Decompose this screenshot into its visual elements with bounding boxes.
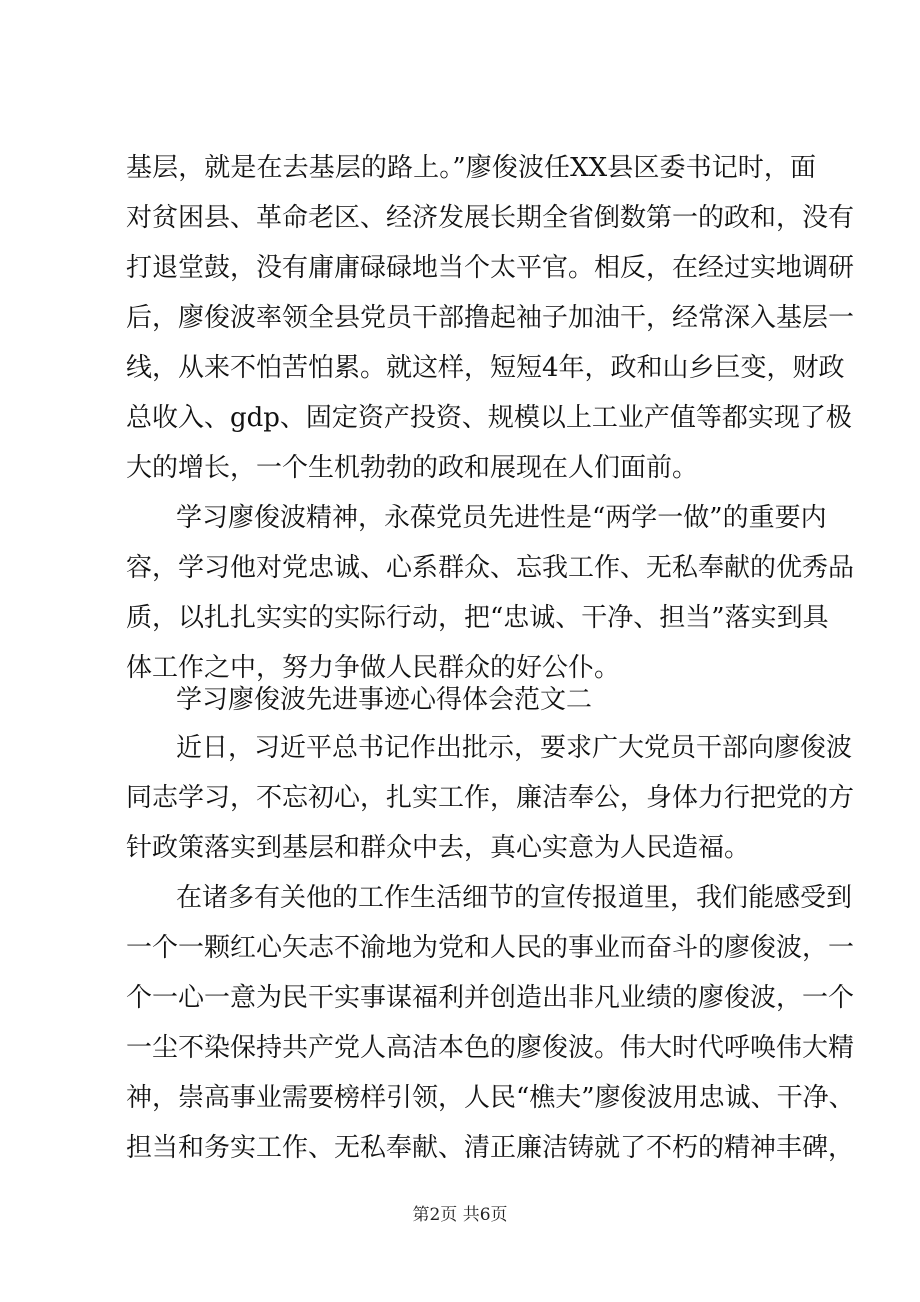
- paragraph-line: 针政策落实到基层和群众中去，真心实意为人民造福。: [126, 833, 751, 863]
- paragraph-line: 打退堂鼓，没有庸庸碌碌地当个太平官。相反，在经过实地调研: [126, 253, 855, 283]
- paragraph-line: 体工作之中，努力争做人民群众的好公仆。: [126, 653, 621, 683]
- paragraph-line: 大的增长，一个生机勃勃的政和展现在人们面前。: [126, 453, 699, 483]
- paragraph-line: 个一心一意为民干实事谋福利并创造出非凡业绩的廖俊波，一个: [126, 983, 855, 1013]
- paragraph-line: 担当和务实工作、无私奉献、清正廉洁铸就了不朽的精神丰碑，: [126, 1133, 855, 1163]
- section-heading: 学习廖俊波先进事迹心得体会范文二: [176, 685, 593, 715]
- paragraph-line: 一尘不染保持共产党人高洁本色的廖俊波。伟大时代呼唤伟大精: [126, 1033, 855, 1063]
- paragraph-line: 近日，习近平总书记作出批示，要求广大党员干部向廖俊波: [176, 733, 853, 763]
- paragraph-line: 质，以扎扎实实的实际行动，把“忠诚、干净、担当”落实到具: [126, 603, 829, 633]
- paragraph-line: 在诸多有关他的工作生活细节的宣传报道里，我们能感受到: [176, 883, 853, 913]
- page-number-footer: 第2页 共6页: [412, 1205, 508, 1225]
- paragraph-line: 学习廖俊波精神，永葆党员先进性是“两学一做”的重要内: [176, 503, 827, 533]
- paragraph-line: 同志学习，不忘初心，扎实工作，廉洁奉公，身体力行把党的方: [126, 783, 855, 813]
- paragraph-line: 线，从来不怕苦怕累。就这样，短短4年，政和山乡巨变，财政: [126, 353, 845, 383]
- paragraph-line: 神，崇高事业需要榜样引领，人民“樵夫”廖俊波用忠诚、干净、: [126, 1083, 855, 1113]
- paragraph-line: 对贫困县、革命老区、经济发展长期全省倒数第一的政和，没有: [126, 203, 855, 233]
- paragraph-line: 容，学习他对党忠诚、心系群众、忘我工作、无私奉献的优秀品: [126, 553, 855, 583]
- paragraph-line: 总收入、gdp、固定资产投资、规模以上工业产值等都实现了极: [126, 403, 852, 433]
- paragraph-line: 一个一颗红心矢志不渝地为党和人民的事业而奋斗的廖俊波，一: [126, 933, 855, 963]
- paragraph-line: 基层，就是在去基层的路上。”廖俊波任XX县区委书记时，面: [126, 153, 816, 183]
- paragraph-line: 后，廖俊波率领全县党员干部撸起袖子加油干，经常深入基层一: [126, 303, 855, 333]
